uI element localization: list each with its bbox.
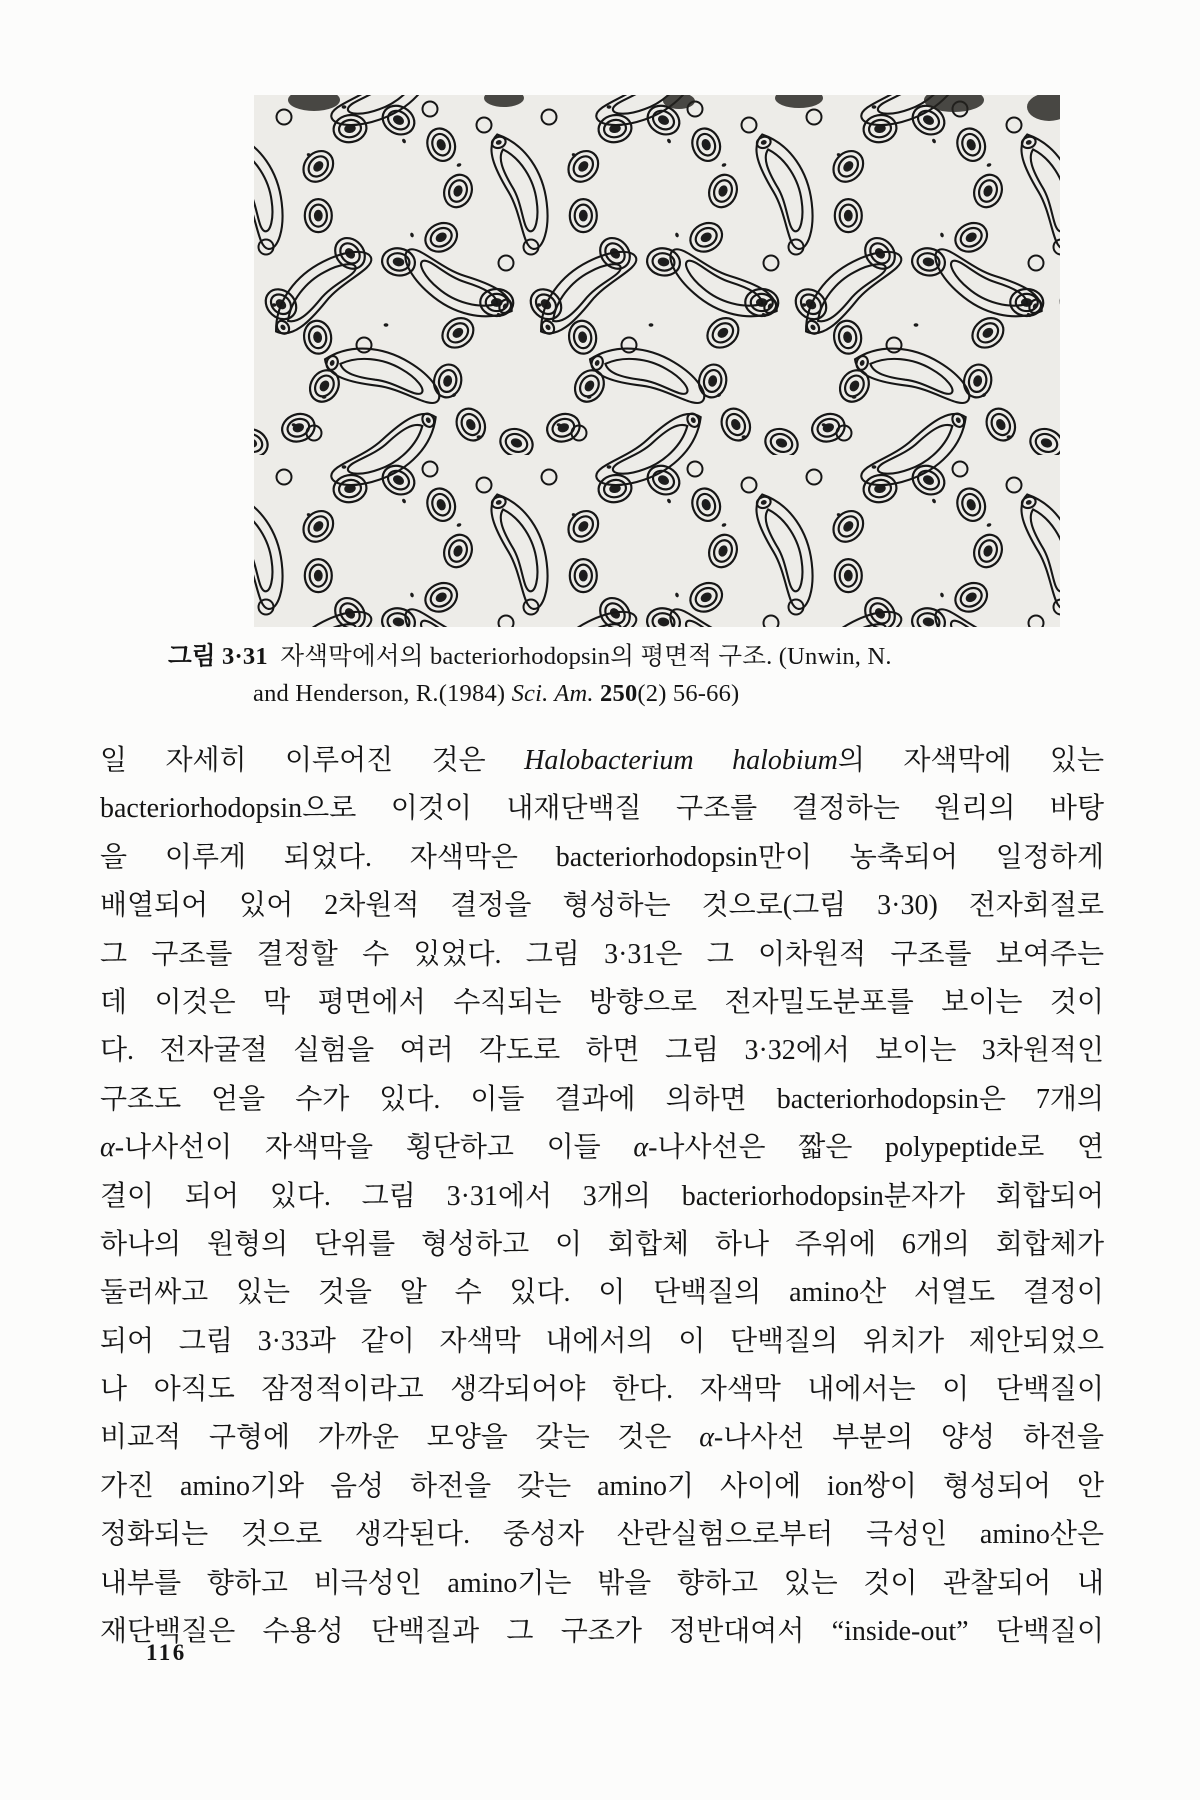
body-line: 나 아직도 잠정적이라고 생각되어야 한다. 자색막 내에서는 이 단백질이 [100,1374,1104,1406]
body-line: 재단백질은 수용성 단백질과 그 구조가 정반대여서 “inside-out” 단백질이 [100,1616,1104,1648]
body-line: 데 이것은 막 평면에서 수직되는 방향으로 전자밀도분포를 보이는 것이 [100,986,1104,1018]
contour-map-figure [254,95,1060,627]
body-line: 다. 전자굴절 실험을 여러 각도로 하면 그림 3·32에서 보이는 3차원적인 [100,1035,1104,1067]
body-line: 가진 amino기와 음성 하전을 갖는 amino기 사이에 ion쌍이 형성되어 안 [100,1470,1104,1502]
body-line: 내부를 향하고 비극성인 amino기는 밖을 향하고 있는 것이 관찰되어 내 [100,1567,1104,1599]
caption-line-2: and Henderson, R.(1984) Sci. Am. 250(2) 56-66) [253,680,740,707]
body-text [100,737,1104,1656]
body-line: bacteriorhodopsin으로 이것이 내재단백질 구조를 결정하는 원리의 바탕 [100,793,1104,825]
body-line: 배열되어 있어 2차원적 결정을 형성하는 것으로(그림 3·30) 전자회절로 [100,890,1104,922]
body-line: 결이 되어 있다. 그림 3·31에서 3개의 bacteriorhodopsin분자가 회합되어 [100,1180,1104,1212]
page-number: 116 [146,1640,187,1665]
body-line: 둘러싸고 있는 것을 알 수 있다. 이 단백질의 amino산 서열도 결정이 [100,1277,1104,1309]
body-line: 되어 그림 3·33과 같이 자색막 내에서의 이 단백질의 위치가 제안되었으 [100,1325,1104,1357]
body-line: α-나사선이 자색막을 횡단하고 이들 α-나사선은 짧은 polypeptide로 연 [100,1132,1105,1164]
caption-line-1: 그림 3·31 자색막에서의 bacteriorhodopsin의 평면적 구조. (Unwin, N. [168,643,892,670]
body-line: 일 자세히 이루어진 것은 Halobacterium halobium의 자색막에 있는 [100,745,1105,776]
body-line: 정화되는 것으로 생각된다. 중성자 산란실험으로부터 극성인 amino산은 [100,1519,1104,1551]
body-line: 구조도 얻을 수가 있다. 이들 결과에 의하면 bacteriorhodopsin은 7개의 [100,1083,1104,1115]
body-line: 을 이루게 되었다. 자색막은 bacteriorhodopsin만이 농축되어 일정하게 [100,841,1104,873]
body-line: 그 구조를 결정할 수 있었다. 그림 3·31은 그 이차원적 구조를 보여주는 [100,938,1104,970]
contour-pattern [254,95,1060,627]
body-line: 비교적 구형에 가까운 모양을 갖는 것은 α-나사선 부분의 양성 하전을 [100,1422,1104,1454]
figure-caption [168,638,1068,712]
figure-3-31 [254,95,1060,627]
body-line: 하나의 원형의 단위를 형성하고 이 회합체 하나 주위에 6개의 회합체가 [100,1228,1104,1260]
